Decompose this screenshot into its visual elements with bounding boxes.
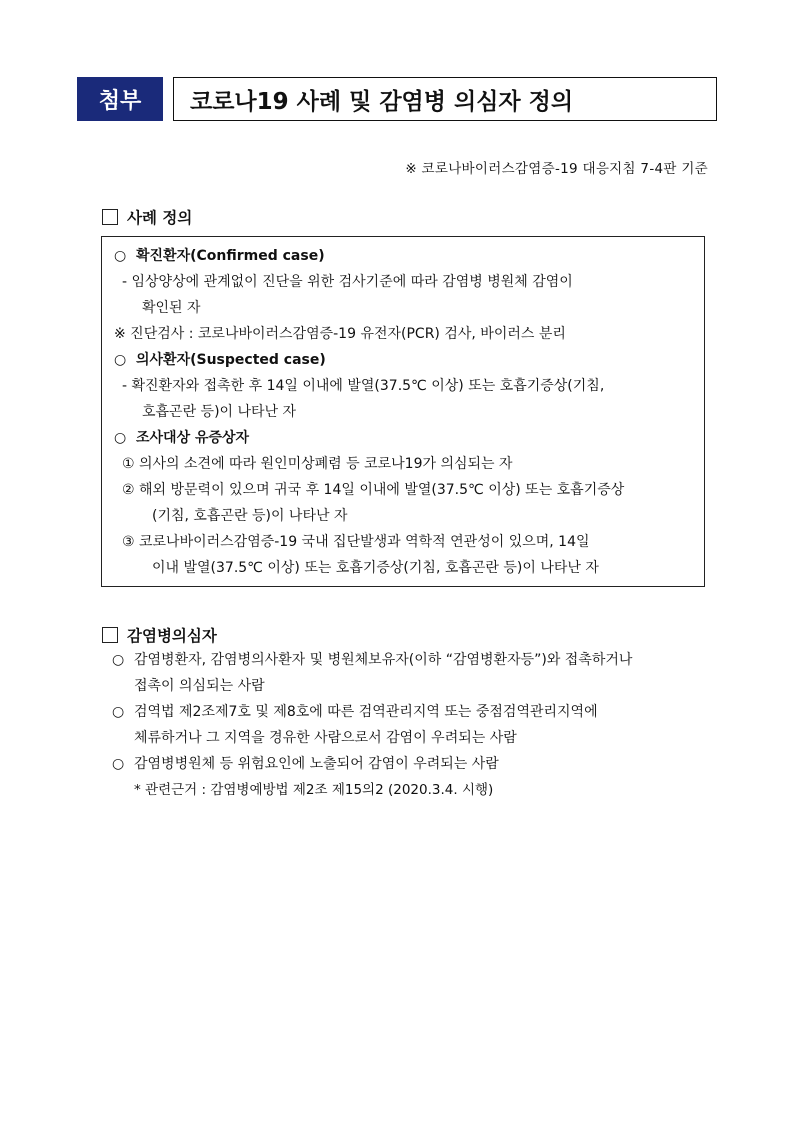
case-definition-box bbox=[101, 236, 705, 587]
circle-bullet-icon: ○ bbox=[114, 248, 127, 264]
list-item-continuation: 접촉이 의심되는 사람 bbox=[134, 678, 265, 694]
attachment-badge: 첨부 bbox=[77, 77, 163, 121]
checkbox-square-icon bbox=[102, 627, 118, 643]
confirmed-desc-line2: 확인된 자 bbox=[142, 300, 201, 316]
suspected-desc-line1: - 확진환자와 접촉한 후 14일 이내에 발열(37.5℃ 이상) 또는 호흡기증상(기침, bbox=[122, 378, 605, 394]
list-item: ○ 검역법 제2조제7호 및 제8호에 따른 검역관리지역 또는 중점검역관리지역에 bbox=[112, 699, 722, 725]
legal-basis-note: * 관련근거 : 감염병예방법 제2조 제15의2 (2020.3.4. 시행) bbox=[134, 782, 494, 798]
suspected-desc-line2: 호흡곤란 등)이 나타난 자 bbox=[142, 404, 297, 420]
investigation-item3-line2: 이내 발열(37.5℃ 이상) 또는 호흡기증상(기침, 호흡곤란 등)이 나타난 자 bbox=[152, 560, 599, 576]
investigation-heading: ○ 조사대상 유증상자 bbox=[114, 425, 694, 451]
confirmed-desc-line1: - 임상양상에 관계없이 진단을 위한 검사기준에 따라 감염병 병원체 감염이 bbox=[122, 274, 573, 290]
circle-bullet-icon: ○ bbox=[114, 430, 127, 446]
diagnostic-note: ※ 진단검사 : 코로나바이러스감염증-19 유전자(PCR) 검사, 바이러스 분리 bbox=[114, 326, 566, 342]
section-heading-case-definition bbox=[102, 206, 192, 228]
list-item: ○ 감염병환자, 감염병의사환자 및 병원체보유자(이하 “감염병환자등”)와 접촉하거나 bbox=[112, 647, 722, 673]
circle-bullet-icon: ○ bbox=[112, 704, 125, 720]
investigation-item1: ① 의사의 소견에 따라 원인미상폐렴 등 코로나19가 의심되는 자 bbox=[122, 456, 513, 472]
list-item-continuation: 체류하거나 그 지역을 경유한 사람으로서 감염이 우려되는 사람 bbox=[134, 730, 517, 746]
checkbox-square-icon bbox=[102, 209, 118, 225]
section-title: 사례 정의 bbox=[127, 209, 193, 227]
confirmed-heading: ○ 확진환자(Confirmed case) bbox=[114, 243, 694, 269]
section-title: 감염병의심자 bbox=[127, 627, 217, 645]
circle-bullet-icon: ○ bbox=[114, 352, 127, 368]
investigation-item2-line1: ② 해외 방문력이 있으며 귀국 후 14일 이내에 발열(37.5℃ 이상) 또는 호흡기증상 bbox=[122, 482, 625, 498]
circle-bullet-icon: ○ bbox=[112, 756, 125, 772]
infection-suspect-list bbox=[112, 647, 722, 803]
investigation-item3-line1: ③ 코로나바이러스감염증-19 국내 집단발생과 역학적 연관성이 있으며, 14일 bbox=[122, 534, 590, 550]
circle-bullet-icon: ○ bbox=[112, 652, 125, 668]
document-title: 코로나19 사례 및 감염병 의심자 정의 bbox=[173, 77, 717, 121]
suspected-heading: ○ 의사환자(Suspected case) bbox=[114, 347, 694, 373]
list-item: ○ 감염병병원체 등 위험요인에 노출되어 감염이 우려되는 사람 bbox=[112, 751, 722, 777]
document-header bbox=[77, 77, 717, 121]
basis-note: ※ 코로나바이러스감염증-19 대응지침 7-4판 기준 bbox=[405, 161, 708, 177]
investigation-item2-line2: (기침, 호흡곤란 등)이 나타난 자 bbox=[152, 508, 348, 524]
section-heading-infection-suspect bbox=[102, 624, 217, 646]
